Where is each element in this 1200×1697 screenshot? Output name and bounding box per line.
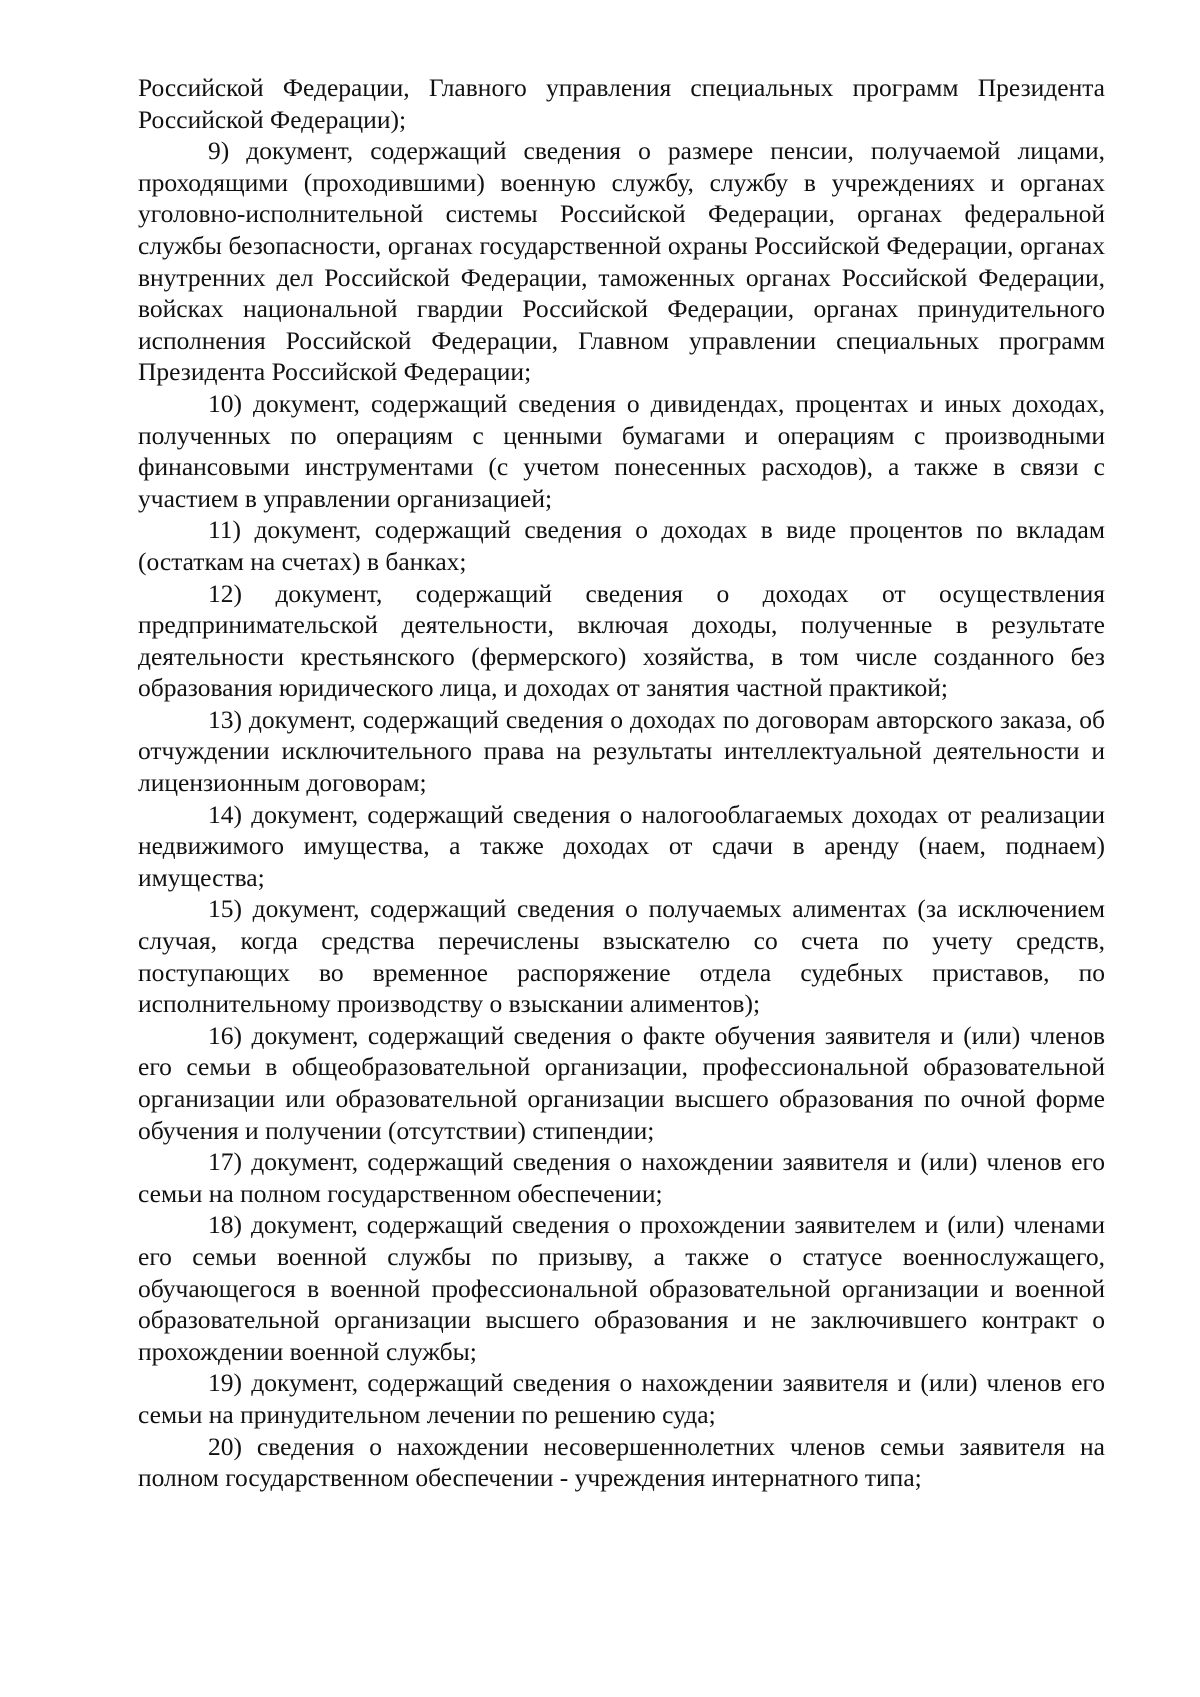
- paragraph-item-13: 13) документ, содержащий сведения о доходах по договорам авторского заказа, об отчуждении исключительного права на результаты интеллектуальной деятельности и лицензионным договорам;: [138, 704, 1105, 798]
- paragraph-item-17: 17) документ, содержащий сведения о нахождении заявителя и (или) членов его семьи на полном государственном обеспечении;: [138, 1147, 1105, 1208]
- paragraph-item-12: 12) документ, содержащий сведения о доходах от осуществления предпринимательской деятельности, включая доходы, полученные в результате деятельности крестьянского (фермерского) хозяйства, в том числе созданного без образования юридического лица, и доходах от занятия частной практикой;: [138, 578, 1105, 703]
- paragraph-item-11: 11) документ, содержащий сведения о доходах в виде процентов по вкладам (остаткам на счетах) в банках;: [138, 515, 1105, 576]
- paragraph-item-14: 14) документ, содержащий сведения о налогооблагаемых доходах от реализации недвижимого имущества, а также доходах от сдачи в аренду (наем, поднаем) имущества;: [138, 799, 1105, 892]
- paragraph-item-16: 16) документ, содержащий сведения о факте обучения заявителя и (или) членов его семьи в общеобразовательной организации, профессиональной образовательной организации или образовательной организации высшего образования по очной форме обучения и получении (отсутствии) стипендии;: [138, 1020, 1105, 1145]
- paragraph-item-10: 10) документ, содержащий сведения о дивидендах, процентах и иных доходах, полученных по операциям с ценными бумагами и операциям с производными финансовыми инструментами (с учетом понесенных расходов), а также в связи с участием в управлении организацией;: [138, 388, 1105, 513]
- paragraph-item-20: 20) сведения о нахождении несовершеннолетних членов семьи заявителя на полном государственном обеспечении - учреждения интернатного типа;: [138, 1431, 1105, 1493]
- document-body: [138, 72, 1105, 1494]
- paragraph-item-15: 15) документ, содержащий сведения о получаемых алиментах (за исключением случая, когда средства перечислены взыскателю со счета по учету средств, поступающих во временное распоряжение отдела судебных приставов, по исполнительному производству о взыскании алиментов);: [138, 894, 1105, 1019]
- paragraph-continuation: Российской Федерации, Главного управления специальных программ Президента Российской Федерации);: [138, 73, 1105, 134]
- paragraph-item-19: 19) документ, содержащий сведения о нахождении заявителя и (или) членов его семьи на принудительном лечении по решению суда;: [138, 1368, 1105, 1429]
- paragraph-item-18: 18) документ, содержащий сведения о прохождении заявителем и (или) членами его семьи военной службы по призыву, а также о статусе военнослужащего, обучающегося в военной профессиональной образовательной организации и военной образовательной организации высшего образования и не заключившего контракт о прохождении военной службы;: [138, 1210, 1105, 1366]
- paragraph-item-9: 9) документ, содержащий сведения о размере пенсии, получаемой лицами, проходящими (проходившими) военную службу, службу в учреждениях и органах уголовно-исполнительной системы Российской Федерации, органах федеральной службы безопасности, органах государственной охраны Российской Федерации, органах внутренних дел Российской Федерации, таможенных органах Российской Федерации, войсках национальной гвардии Российской Федерации, органах принудительного исполнения Российской Федерации, Главном управлении специальных программ Президента Российской Федерации;: [138, 136, 1105, 387]
